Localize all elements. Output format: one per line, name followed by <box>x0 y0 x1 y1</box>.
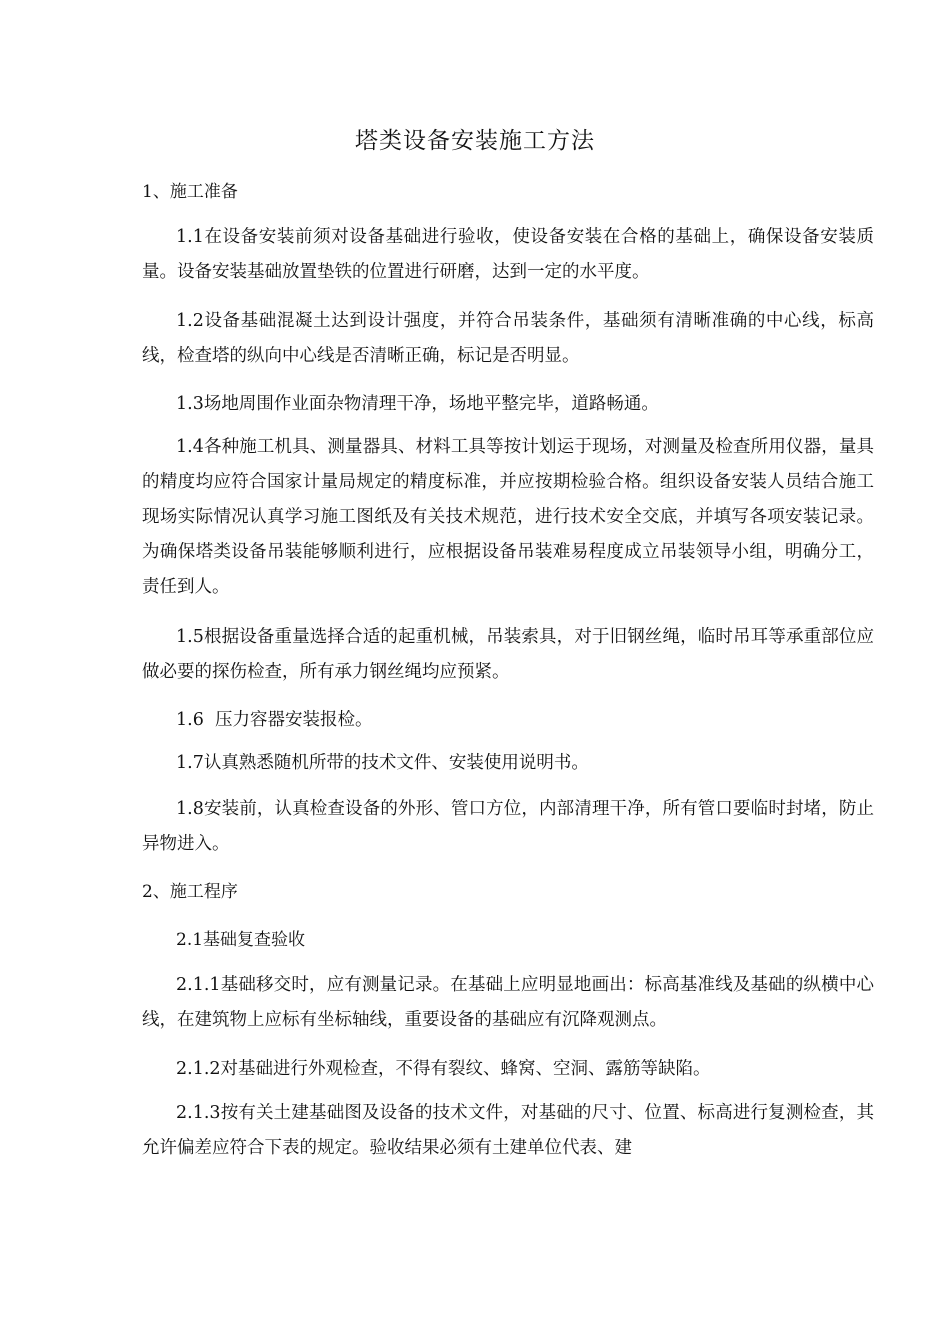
paragraph-1-7: 1.7认真熟悉随机所带的技术文件、安装使用说明书。 <box>176 753 589 773</box>
paragraph-2-1-3: 2.1.3按有关土建基础图及设备的技术文件，对基础的尺寸、位置、标高进行复测检查，其允许偏差应符合下表的规定。验收结果必须有土建单位代表、建 <box>142 1103 874 1158</box>
paragraph-1-3: 1.3场地周围作业面杂物清理干净，场地平整完毕，道路畅通。 <box>176 394 659 414</box>
subsection-heading-2-1: 2.1基础复查验收 <box>176 930 306 950</box>
section-heading-1: 1、施工准备 <box>142 182 238 202</box>
paragraph-1-2: 1.2设备基础混凝土达到设计强度，并符合吊装条件，基础须有清晰准确的中心线，标高线，检查塔的纵向中心线是否清晰正确，标记是否明显。 <box>142 311 874 366</box>
paragraph-1-8: 1.8安装前，认真检查设备的外形、管口方位，内部清理干净，所有管口要临时封堵，防止异物进入。 <box>142 799 874 854</box>
paragraph-2-1-2: 2.1.2对基础进行外观检查，不得有裂纹、蜂窝、空洞、露筋等缺陷。 <box>176 1059 711 1079</box>
document-title: 塔类设备安装施工方法 <box>355 128 595 154</box>
section-heading-2: 2、施工程序 <box>142 882 238 902</box>
paragraph-1-6: 1.6 压力容器安装报检。 <box>176 710 373 730</box>
paragraph-1-5: 1.5根据设备重量选择合适的起重机械，吊装索具，对于旧钢丝绳，临时吊耳等承重部位应做必要的探伤检查，所有承力钢丝绳均应预紧。 <box>142 627 874 682</box>
paragraph-1-1: 1.1在设备安装前须对设备基础进行验收，使设备安装在合格的基础上，确保设备安装质量。设备安装基础放置垫铁的位置进行研磨，达到一定的水平度。 <box>142 227 874 282</box>
paragraph-2-1-1: 2.1.1基础移交时，应有测量记录。在基础上应明显地画出：标高基准线及基础的纵横中心线，在建筑物上应标有坐标轴线，重要设备的基础应有沉降观测点。 <box>142 975 874 1030</box>
paragraph-1-4: 1.4各种施工机具、测量器具、材料工具等按计划运于现场，对测量及检查所用仪器，量具的精度均应符合国家计量局规定的精度标准，并应按期检验合格。组织设备安装人员结合施工现场实际情况认真学习施工图纸及有关技术规范，进行技术安全交底，并填写各项安装记录。为确保塔类设备吊装能够顺利进行，应根据设备吊装难易程度成立吊装领导小组，明确分工，责任到人。 <box>142 437 874 597</box>
